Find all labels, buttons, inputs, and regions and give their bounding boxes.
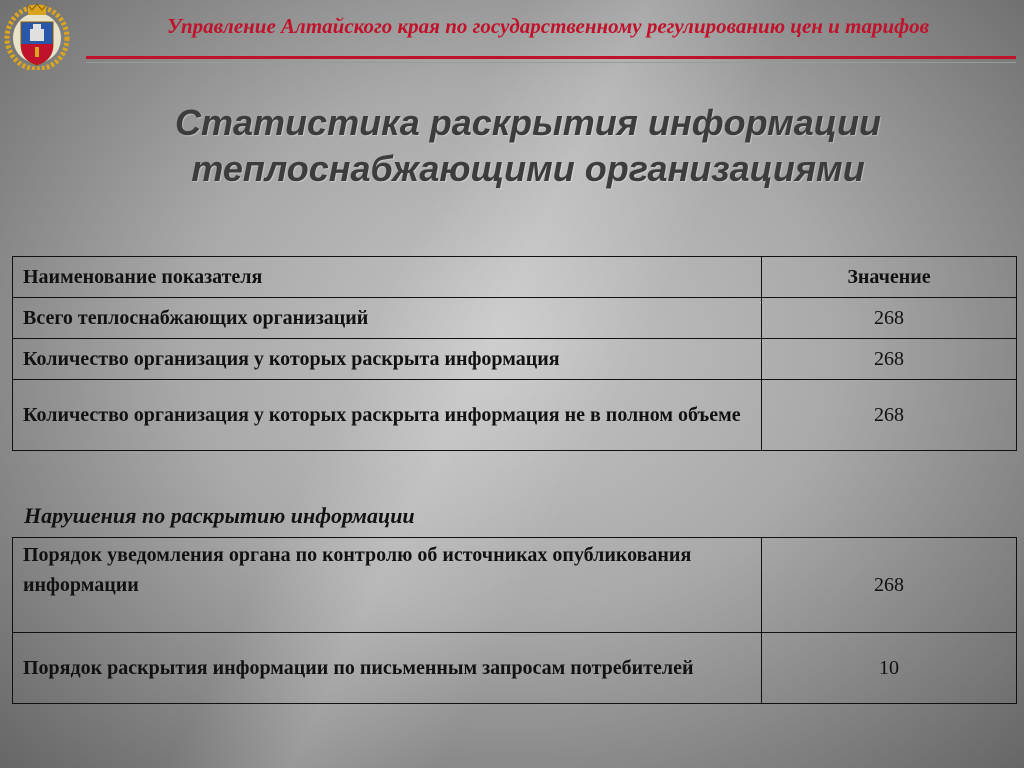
row-name: Всего теплоснабжающих организаций xyxy=(13,298,762,339)
row-name: Порядок раскрытия информации по письменным запросам потребителей xyxy=(13,633,762,704)
row-value: 268 xyxy=(762,298,1017,339)
statistics-table xyxy=(12,256,1017,451)
table-header-row xyxy=(13,257,1017,298)
column-header-name: Наименование показателя xyxy=(13,257,762,298)
header-divider-thin xyxy=(86,62,1016,63)
row-name: Порядок уведомления органа по контролю об источниках опубликования информации xyxy=(13,538,762,633)
row-value: 268 xyxy=(762,380,1017,451)
row-name: Количество организация у которых раскрыта информация xyxy=(13,339,762,380)
row-name: Количество организация у которых раскрыта информация не в полном объеме xyxy=(13,380,762,451)
violations-heading: Нарушения по раскрытию информации xyxy=(24,503,415,528)
violations-table xyxy=(12,537,1017,704)
table-row xyxy=(13,380,1017,451)
table-row xyxy=(13,538,1017,633)
row-value: 268 xyxy=(762,339,1017,380)
column-header-value: Значение xyxy=(762,257,1017,298)
page-title xyxy=(0,100,1024,192)
coat-of-arms-icon xyxy=(4,2,70,70)
title-line-2: теплоснабжающими организациями xyxy=(191,148,865,189)
table-row xyxy=(13,339,1017,380)
agency-name: Управление Алтайского края по государственному регулированию цен и тарифов xyxy=(166,14,930,38)
header-divider xyxy=(86,56,1016,59)
title-line-1: Статистика раскрытия информации xyxy=(175,102,881,143)
table-row xyxy=(13,298,1017,339)
table-row xyxy=(13,633,1017,704)
row-value: 268 xyxy=(762,538,1017,633)
row-value: 10 xyxy=(762,633,1017,704)
